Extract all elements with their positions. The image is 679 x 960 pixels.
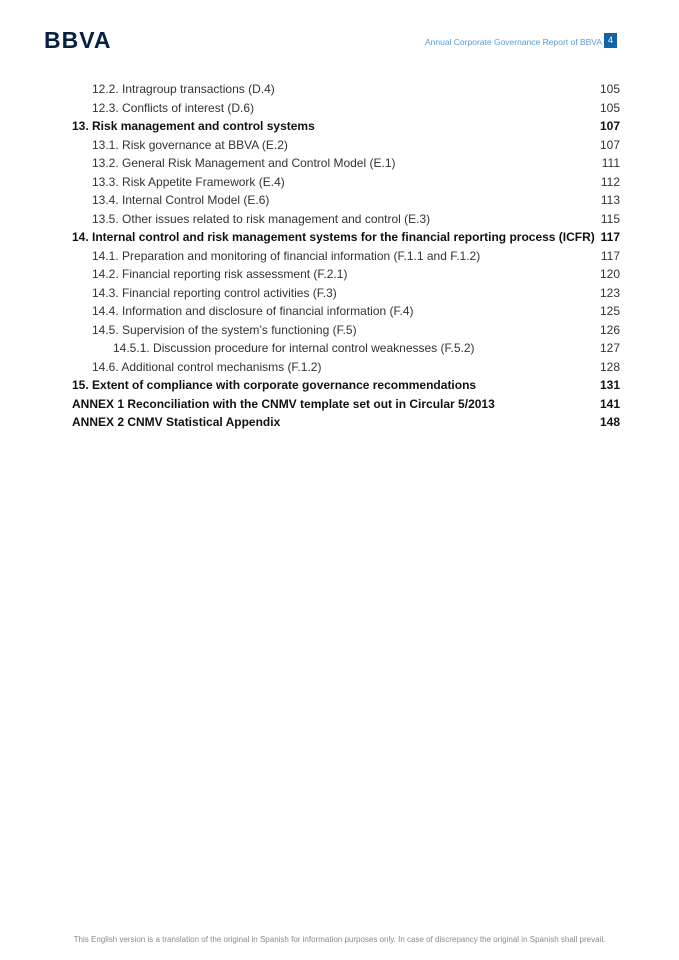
toc-entry-label: ANNEX 2 CNMV Statistical Appendix (72, 415, 281, 429)
toc-entry-label: 14.5.1. Discussion procedure for internal control weaknesses (F.5.2) (113, 341, 475, 355)
toc-entry-label: 14.6. Additional control mechanisms (F.1.2) (92, 359, 322, 374)
toc-entry-page: 123 (599, 285, 620, 300)
toc-entry[interactable] (72, 82, 620, 101)
toc-entry-page: 131 (599, 378, 620, 392)
toc-entry-label: 13.5. Other issues related to risk management and control (E.3) (92, 211, 431, 226)
toc-annex[interactable] (72, 415, 620, 434)
toc-entry-label: 12.3. Conflicts of interest (D.6) (92, 100, 255, 115)
toc-section[interactable] (72, 119, 620, 138)
toc-entry-page: 126 (599, 322, 620, 337)
toc-entry[interactable] (72, 267, 620, 286)
toc-entry-page: 115 (600, 211, 620, 226)
toc-entry-label: 14.2. Financial reporting risk assessment (F.2.1) (92, 267, 348, 281)
report-title: Annual Corporate Governance Report of BBVA (424, 37, 602, 47)
page-number-badge: 4 (604, 33, 617, 48)
toc-entry[interactable] (72, 286, 620, 305)
toc-entry[interactable] (72, 323, 620, 342)
toc-entry[interactable] (72, 304, 620, 323)
toc-subentry[interactable] (72, 341, 620, 360)
toc-entry-label: 15. Extent of compliance with corporate governance recommendations (72, 378, 477, 392)
toc-entry-page: 117 (600, 248, 620, 263)
toc-entry-page: 112 (600, 174, 620, 189)
toc-entry-page: 141 (599, 396, 620, 411)
toc-annex[interactable] (72, 397, 620, 416)
toc-entry-label: ANNEX 1 Reconciliation with the CNMV template set out in Circular 5/2013 (72, 396, 495, 411)
toc-entry-label: 14.3. Financial reporting control activities (F.3) (92, 285, 337, 300)
toc-entry-page: 125 (599, 304, 620, 318)
toc-entry-label: 13.2. General Risk Management and Control Model (E.1) (92, 156, 396, 170)
toc-entry-page: 107 (599, 119, 620, 133)
toc-entry-page: 117 (600, 230, 620, 244)
toc-entry[interactable] (72, 156, 620, 175)
toc-entry[interactable] (72, 360, 620, 379)
toc-entry[interactable] (72, 175, 620, 194)
toc-entry-page: 127 (599, 341, 620, 355)
toc-entry-label: 13.1. Risk governance at BBVA (E.2) (92, 137, 288, 152)
toc-entry[interactable] (72, 249, 620, 268)
toc-entry-page: 105 (599, 100, 620, 115)
toc-entry[interactable] (72, 101, 620, 120)
toc-entry-label: 14.1. Preparation and monitoring of financial information (F.1.1 and F.1.2) (92, 248, 481, 263)
toc-entry[interactable] (72, 212, 620, 231)
toc-entry-page: 120 (599, 267, 620, 281)
toc-entry-label: 13.4. Internal Control Model (E.6) (92, 193, 270, 207)
toc-entry[interactable] (72, 138, 620, 157)
bbva-logo: BBVA (44, 27, 112, 53)
toc-entry-page: 128 (599, 359, 620, 374)
table-of-contents (72, 82, 620, 434)
toc-entry-label: 12.2. Intragroup transactions (D.4) (92, 82, 275, 96)
toc-entry[interactable] (72, 193, 620, 212)
translation-disclaimer: This English version is a translation of the original in Spanish for information purposes only. In case of discrepancy the original in Spanish shall prevail. (73, 935, 606, 944)
toc-entry-page: 113 (600, 193, 620, 207)
toc-entry-page: 105 (599, 82, 620, 96)
toc-section[interactable] (72, 378, 620, 397)
toc-entry-label: 13.3. Risk Appetite Framework (E.4) (92, 174, 285, 189)
toc-entry-label: 14. Internal control and risk management systems for the financial reporting process (ICFR) (72, 230, 595, 244)
toc-entry-page: 111 (601, 156, 620, 170)
toc-entry-page: 107 (599, 137, 620, 152)
toc-entry-label: 14.4. Information and disclosure of financial information (F.4) (92, 304, 414, 318)
toc-section[interactable] (72, 230, 620, 249)
toc-entry-label: 14.5. Supervision of the system’s functioning (F.5) (92, 322, 357, 337)
toc-entry-page: 148 (599, 415, 620, 429)
toc-entry-label: 13. Risk management and control systems (72, 119, 315, 133)
